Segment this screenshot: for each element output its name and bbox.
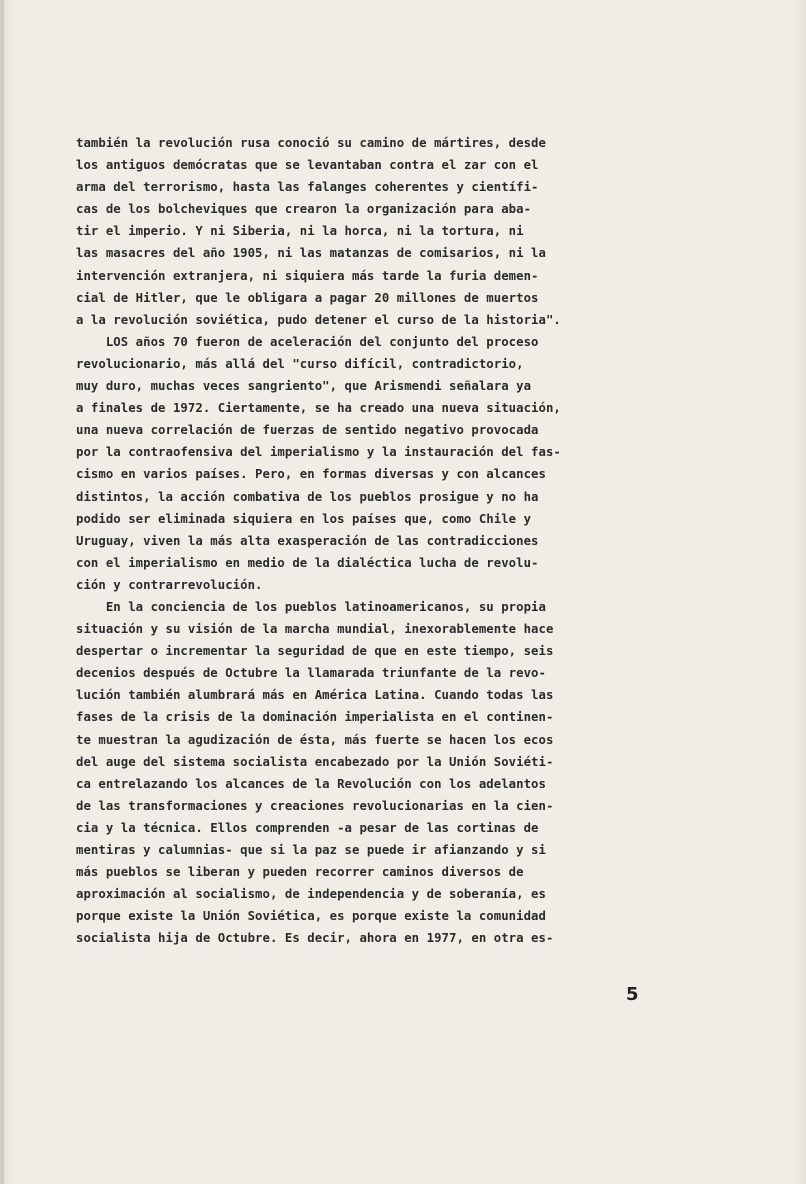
- text-line: los antiguos demócratas que se levantaban contra el zar con el: [76, 157, 539, 173]
- text-line: más pueblos se liberan y pueden recorrer caminos diversos de: [76, 864, 524, 880]
- text-line: te muestran la agudización de ésta, más fuerte se hacen los ecos: [76, 731, 554, 747]
- text-line: arma del terrorismo, hasta las falanges coherentes y científi-: [76, 179, 539, 195]
- text-line: LOS años 70 fueron de aceleración del conjunto del proceso: [76, 333, 539, 349]
- text-line: distintos, la acción combativa de los pueblos prosigue y no ha: [76, 488, 539, 504]
- text-line: tir el imperio. Y ni Siberia, ni la horca, ni la tortura, ni: [76, 223, 524, 239]
- text-line: cas de los bolcheviques que crearon la organización para aba-: [76, 201, 532, 217]
- text-line: con el imperialismo en medio de la dialéctica lucha de revolu-: [76, 554, 539, 570]
- text-line: socialista hija de Octubre. Es decir, ahora en 1977, en otra es-: [76, 930, 554, 946]
- text-line: Uruguay, viven la más alta exasperación de las contradicciones: [76, 532, 539, 548]
- text-line: decenios después de Octubre la llamarada triunfante de la revo-: [76, 665, 546, 681]
- text-line: lución también alumbrará más en América Latina. Cuando todas las: [76, 687, 554, 703]
- page-binding-edge: [0, 0, 4, 1184]
- text-line: las masacres del año 1905, ni las matanzas de comisarios, ni la: [76, 245, 546, 261]
- text-line: intervención extranjera, ni siquiera más tarde la furia demen-: [76, 267, 539, 283]
- text-line: fases de la crisis de la dominación imperialista en el continen-: [76, 709, 554, 725]
- text-line: despertar o incrementar la seguridad de que en este tiempo, seis: [76, 643, 554, 659]
- text-line: de las transformaciones y creaciones revolucionarias en la cien-: [76, 797, 554, 813]
- text-line: aproximación al socialismo, de independencia y de soberanía, es: [76, 886, 546, 902]
- text-line: En la conciencia de los pueblos latinoamericanos, su propia: [76, 598, 546, 614]
- body-text: [76, 132, 676, 949]
- text-line: del auge del sistema socialista encabezado por la Unión Soviéti-: [76, 753, 554, 769]
- text-line: muy duro, muchas veces sangriento", que Arismendi señalara ya: [76, 378, 532, 394]
- text-line: cia y la técnica. Ellos comprenden -a pesar de las cortinas de: [76, 819, 539, 835]
- page-number: 5: [626, 984, 639, 1005]
- text-line: a la revolución soviética, pudo detener el curso de la historia".: [76, 311, 561, 327]
- text-line: ción y contrarrevolución.: [76, 576, 263, 592]
- text-line: por la contraofensiva del imperialismo y la instauración del fas-: [76, 444, 561, 460]
- text-line: cial de Hitler, que le obligara a pagar 20 millones de muertos: [76, 289, 539, 305]
- text-line: cismo en varios países. Pero, en formas diversas y con alcances: [76, 466, 546, 482]
- text-line: también la revolución rusa conoció su camino de mártires, desde: [76, 135, 546, 150]
- text-line: ca entrelazando los alcances de la Revolución con los adelantos: [76, 775, 546, 791]
- text-line: una nueva correlación de fuerzas de sentido negativo provocada: [76, 422, 539, 438]
- text-line: a finales de 1972. Ciertamente, se ha creado una nueva situación,: [76, 400, 561, 416]
- text-line: porque existe la Unión Soviética, es porque existe la comunidad: [76, 908, 546, 924]
- text-line: situación y su visión de la marcha mundial, inexorablemente hace: [76, 621, 554, 637]
- text-line: revolucionario, más allá del "curso difícil, contradictorio,: [76, 355, 524, 371]
- text-line: podido ser eliminada siquiera en los países que, como Chile y: [76, 510, 532, 526]
- text-line: mentiras y calumnias- que si la paz se puede ir afianzando y si: [76, 842, 546, 857]
